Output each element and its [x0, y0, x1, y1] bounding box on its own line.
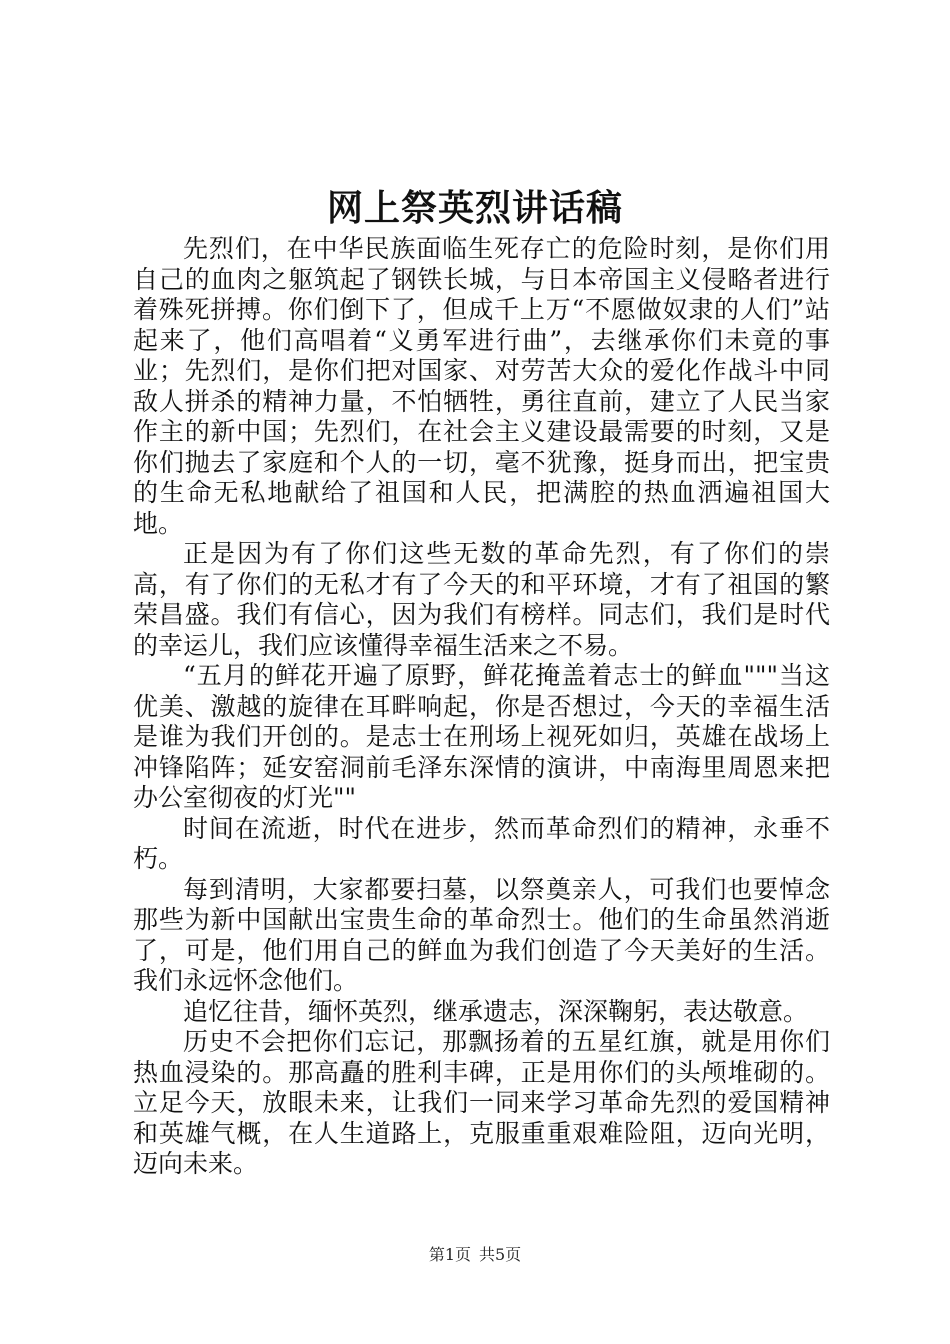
paragraph: 时间在流逝，时代在进步，然而革命烈们的精神，永垂不朽。 — [133, 813, 830, 873]
document-body — [133, 234, 830, 1180]
page-number: 第1页 — [428, 1245, 471, 1264]
page-total: 共5页 — [479, 1245, 522, 1264]
paragraph: 历史不会把你们忘记，那飘扬着的五星红旗，就是用你们热血浸染的。那高矗的胜利丰碑，正是用你们的头颅堆砌的。立足今天，放眼未来，让我们一同来学习革命先烈的爱国精神和英雄气概，在人生道路上，克服重重艰难险阻，迈向光明，迈向未来。 — [133, 1027, 830, 1178]
paragraph: 先烈们，在中华民族面临生死存亡的危险时刻，是你们用自己的血肉之躯筑起了钢铁长城，与日本帝国主义侵略者进行着殊死拼搏。你们倒下了，但成千上万“不愿做奴隶的人们”站起来了，他们高唱着“义勇军进行曲”，去继承你们未竟的事业；先烈们，是你们把对国家、对劳苦大众的爱化作战斗中同敌人拼杀的精神力量，不怕牺牲，勇往直前，建立了人民当家作主的新中国；先烈们，在社会主义建设最需要的时刻，又是你们抛去了家庭和个人的一切，毫不犹豫，挺身而出，把宝贵的生命无私地献给了祖国和人民，把满腔的热血洒遍祖国大地。 — [133, 234, 830, 538]
paragraph: 正是因为有了你们这些无数的革命先烈，有了你们的崇高，有了你们的无私才有了今天的和平环境，才有了祖国的繁荣昌盛。我们有信心，因为我们有榜样。同志们，我们是时代的幸运儿，我们应该懂得幸福生活来之不易。 — [133, 539, 830, 660]
paragraph: 追忆往昔，缅怀英烈，继承遗志，深深鞠躬，表达敬意。 — [183, 996, 809, 1026]
paragraph: 每到清明，大家都要扫墓，以祭奠亲人，可我们也要悼念那些为新中国献出宝贵生命的革命烈士。他们的生命虽然消逝了，可是，他们用自己的鲜血为我们创造了今天美好的生活。我们永远怀念他们。 — [133, 874, 830, 995]
paragraph: “五月的鲜花开遍了原野，鲜花掩盖着志士的鲜血"""当这优美、激越的旋律在耳畔响起，你是否想过，今天的幸福生活是谁为我们开创的。是志士在刑场上视死如归，英雄在战场上冲锋陷阵；延安窑洞前毛泽东深情的演讲，中南海里周恩来把办公室彻夜的灯光"" — [133, 661, 830, 812]
page-footer — [0, 1245, 950, 1265]
document-title: 网上祭英烈讲话稿 — [326, 187, 623, 229]
